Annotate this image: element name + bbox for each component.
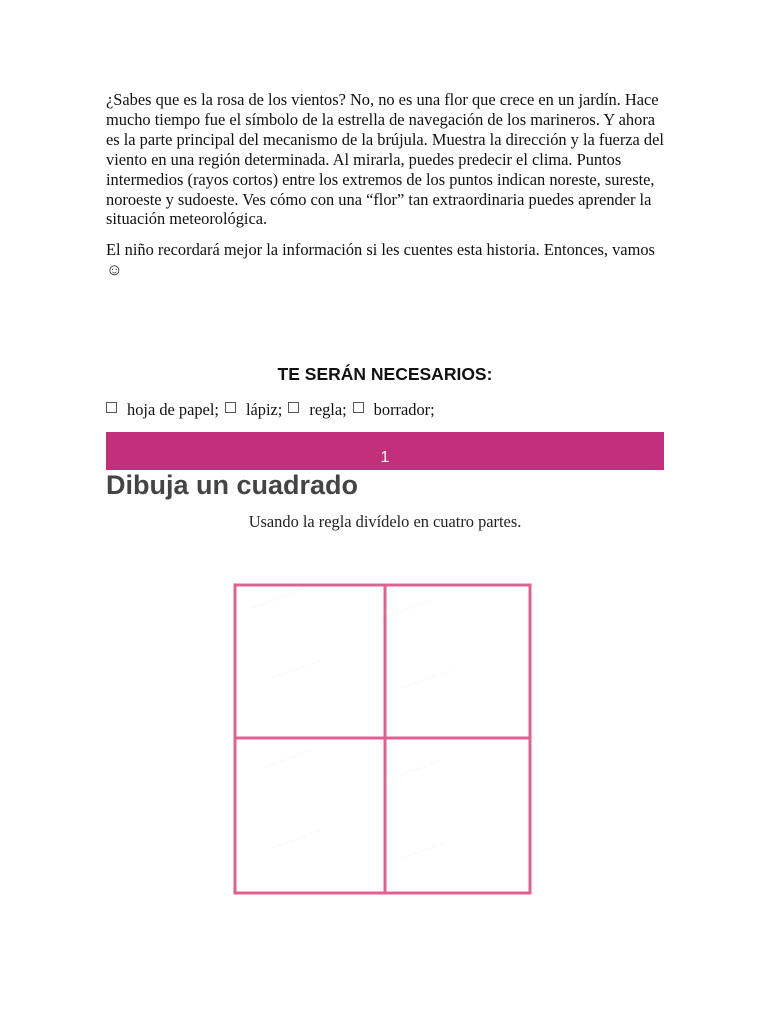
- svg-text:~~~ ~~~ ~~: ~~~ ~~~ ~~: [388, 755, 443, 785]
- step-description: Usando la regla divídelo en cuatro partes.: [248, 512, 522, 531]
- svg-text:~~~ ~~~ ~~: ~~~ ~~~ ~~: [248, 585, 303, 615]
- material-label: borrador;: [373, 400, 435, 419]
- intro-paragraph-2: El niño recordará mejor la información si les cuentes esta historia. Entonces, vamos ☺: [106, 240, 655, 280]
- checkbox-icon[interactable]: [106, 402, 117, 413]
- svg-text:~~~ ~~~ ~~: ~~~ ~~~ ~~: [378, 595, 433, 625]
- material-label: regla;: [309, 400, 347, 419]
- material-item: [353, 400, 435, 420]
- step-title: Dibuja un cuadrado: [106, 470, 359, 500]
- checkbox-icon[interactable]: [225, 402, 236, 413]
- document-page: [106, 90, 666, 865]
- material-label: hoja de papel;: [127, 400, 219, 419]
- square-drawing: [232, 582, 534, 898]
- material-item: [106, 400, 219, 420]
- faint-background-texture: [249, 585, 453, 864]
- svg-text:~~~ ~~~ ~~: ~~~ ~~~ ~~: [268, 655, 323, 685]
- step-number: 1: [380, 449, 390, 466]
- material-item: [288, 400, 346, 420]
- svg-text:~~~ ~~~ ~~: ~~~ ~~~ ~~: [258, 745, 313, 775]
- step-number-bar: [106, 432, 664, 470]
- material-label: lápiz;: [245, 400, 283, 419]
- intro-paragraph: ¿Sabes que es la rosa de los vientos? No, no es una flor que crece en un jardín. Hace mucho tiempo fue el símbolo de la estrella de navegación de los marineros. Y ahora es la parte principal del mecanismo de la brújula. Muestra la dirección y la fuerza del viento en una región determinada. Al mirarla, puedes predecir el clima. Puntos intermedios (rayos cortos) entre los extremos de los puntos indican noreste, sureste, noroeste y sudoeste. Ves cómo con una “flor” tan extraordinaria puedes aprender la situación meteorológica.: [106, 90, 664, 229]
- svg-text:~~~ ~~~ ~~: ~~~ ~~~ ~~: [398, 665, 453, 695]
- materials-list: [106, 400, 666, 420]
- svg-text:~~~ ~~~ ~~: ~~~ ~~~ ~~: [398, 835, 453, 865]
- checkbox-icon[interactable]: [288, 402, 299, 413]
- svg-text:~~~ ~~~ ~~: ~~~ ~~~ ~~: [268, 825, 323, 855]
- checkbox-icon[interactable]: [353, 402, 364, 413]
- material-item: [225, 400, 282, 420]
- materials-heading: TE SERÁN NECESARIOS:: [277, 364, 493, 384]
